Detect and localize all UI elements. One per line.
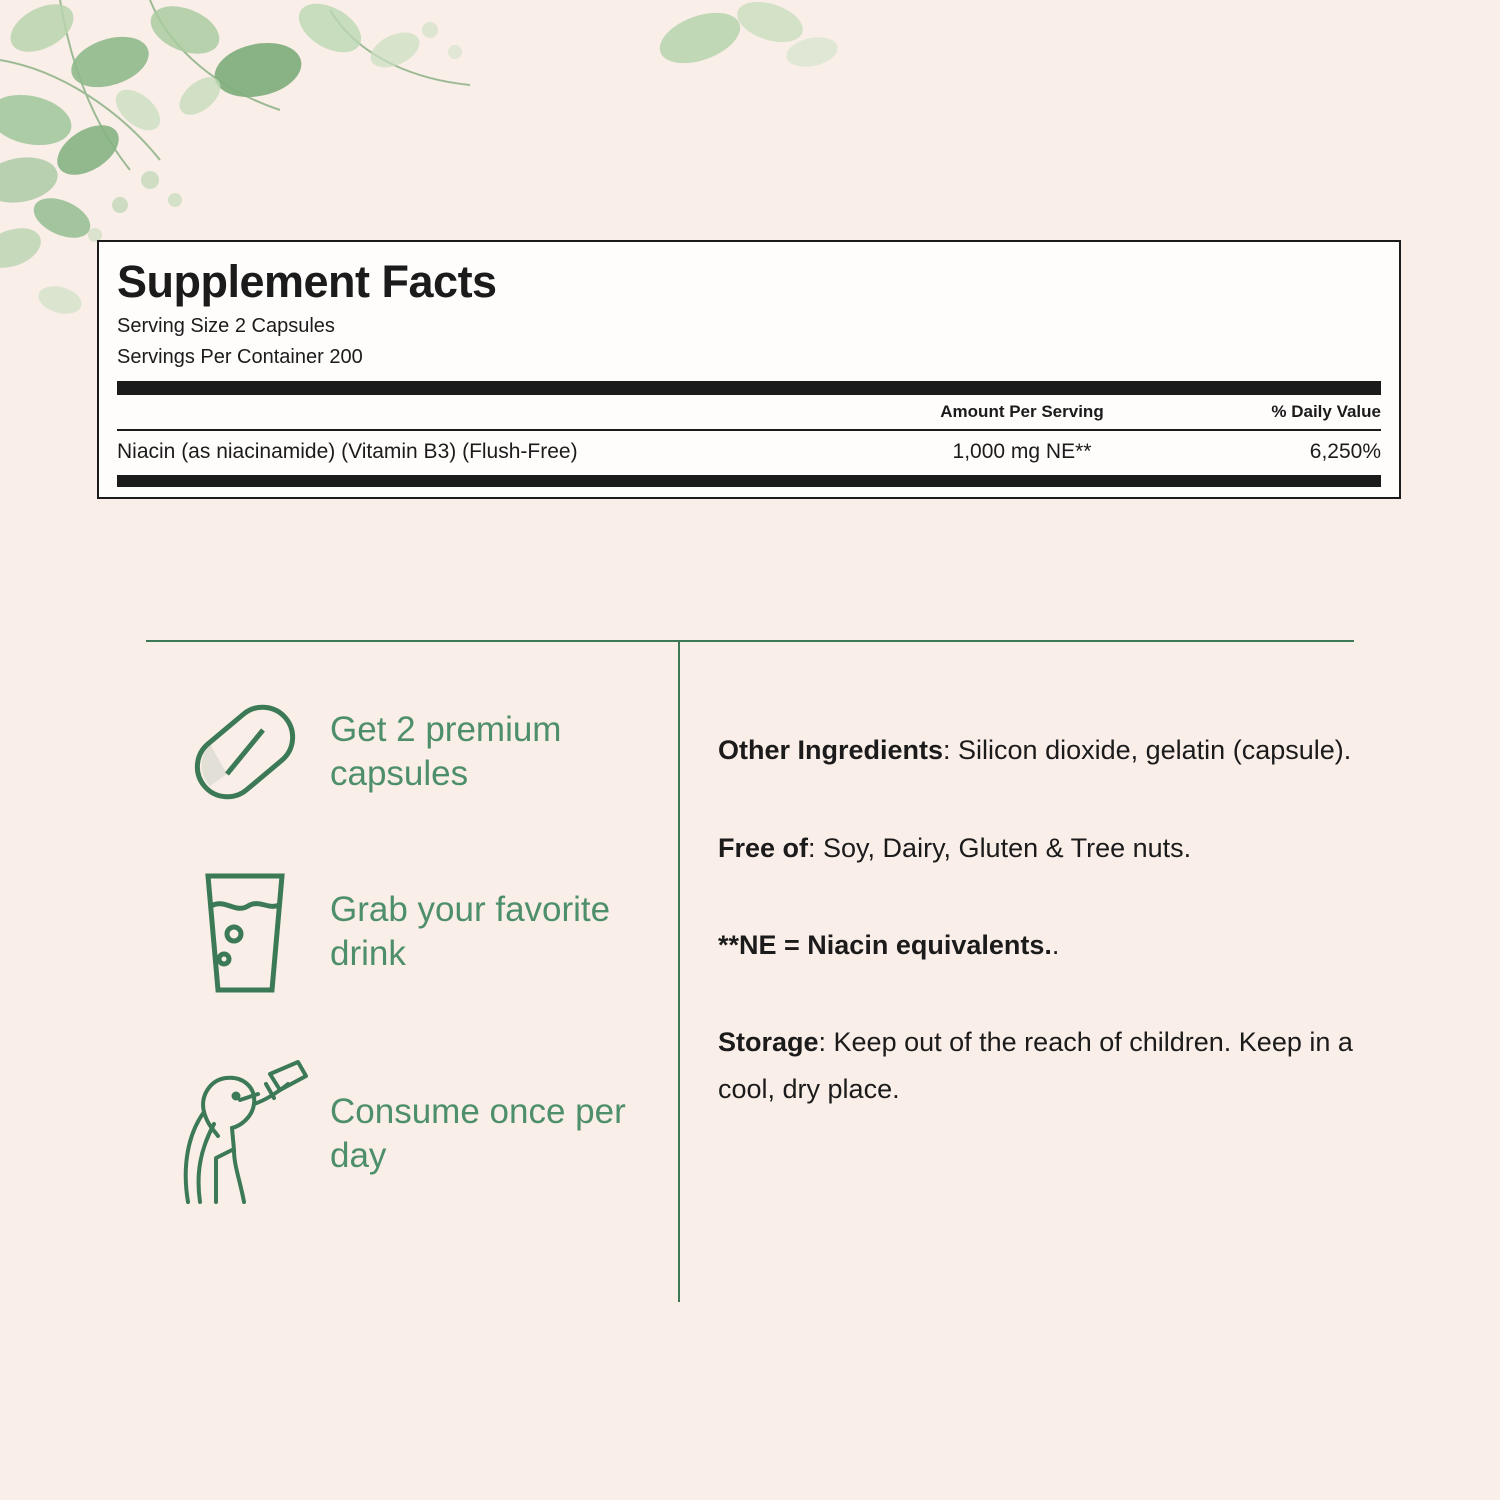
list-item bbox=[146, 862, 678, 1002]
step-label: Get 2 premium capsules bbox=[330, 710, 562, 793]
table-row bbox=[117, 431, 1381, 473]
nutrient-daily-value: 6,250% bbox=[1309, 440, 1381, 464]
free-of-label: Free of bbox=[718, 833, 809, 864]
person-drinking-icon bbox=[160, 1054, 330, 1214]
usage-and-info-section bbox=[146, 640, 1354, 1302]
other-ingredients bbox=[718, 727, 1354, 773]
supplement-facts-panel bbox=[97, 240, 1401, 499]
storage-label: Storage bbox=[718, 1027, 819, 1058]
usage-steps-column bbox=[146, 642, 680, 1302]
nutrient-name: Niacin (as niacinamide) (Vitamin B3) (Flush-Free) bbox=[117, 440, 578, 464]
facts-divider-thick bbox=[117, 381, 1381, 395]
facts-header-nutrient bbox=[117, 402, 877, 422]
step-label: Consume once per day bbox=[330, 1092, 626, 1175]
capsule-icon bbox=[160, 694, 330, 810]
supplement-facts-title: Supplement Facts bbox=[117, 256, 497, 307]
nutrient-amount: 1,000 mg NE** bbox=[952, 440, 1092, 464]
facts-header-amount: Amount Per Serving bbox=[940, 402, 1104, 422]
ne-footnote-bold: **NE = Niacin equivalents. bbox=[718, 929, 1052, 960]
facts-header-daily-value: % Daily Value bbox=[1271, 402, 1381, 422]
product-info-column bbox=[680, 642, 1354, 1302]
storage-text: : Keep out of the reach of children. Keep in a cool, dry place. bbox=[718, 1027, 1353, 1104]
storage bbox=[718, 1019, 1354, 1112]
other-ingredients-text: : Silicon dioxide, gelatin (capsule). bbox=[943, 735, 1352, 765]
glass-of-water-icon bbox=[160, 862, 330, 1002]
step-label: Grab your favorite drink bbox=[330, 890, 611, 973]
facts-divider-bottom bbox=[117, 475, 1381, 487]
ne-footnote bbox=[718, 924, 1354, 967]
facts-header-row bbox=[117, 395, 1381, 431]
free-of bbox=[718, 825, 1354, 871]
foliage-decoration-right bbox=[640, 0, 860, 120]
servings-per-container: Servings Per Container 200 bbox=[117, 346, 363, 369]
ne-footnote-tail: . bbox=[1051, 929, 1060, 960]
free-of-text: : Soy, Dairy, Gluten & Tree nuts. bbox=[808, 833, 1192, 864]
list-item bbox=[146, 694, 678, 810]
serving-size: Serving Size 2 Capsules bbox=[117, 315, 335, 338]
list-item bbox=[146, 1054, 678, 1214]
other-ingredients-label: Other Ingredients bbox=[718, 735, 944, 765]
